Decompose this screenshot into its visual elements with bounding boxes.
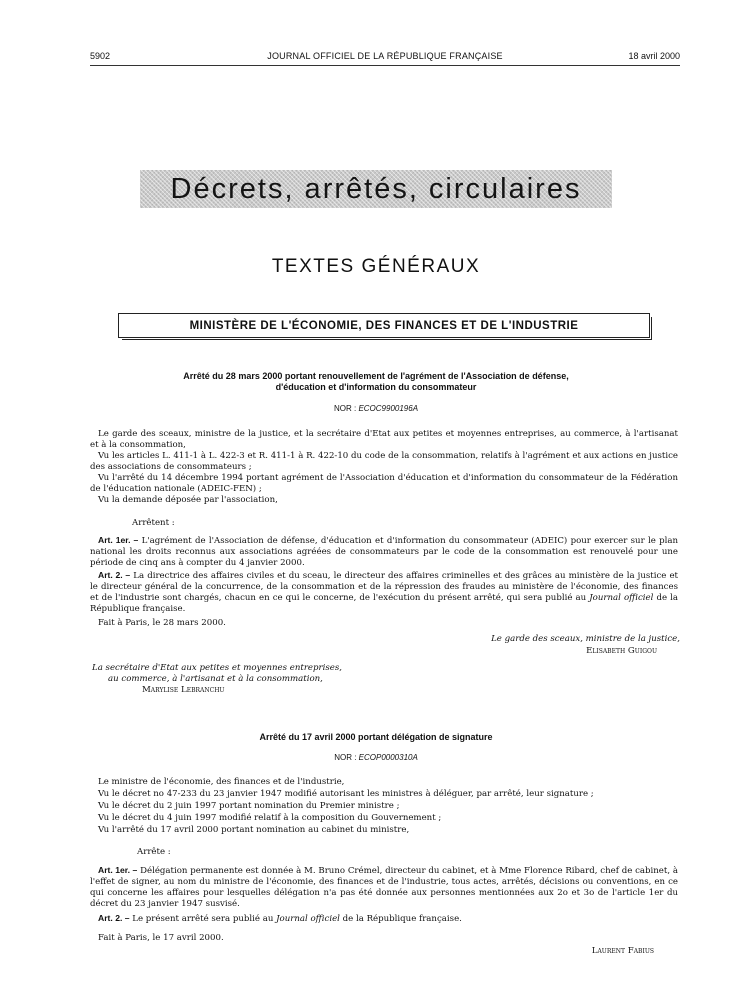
arrete2-nor [0, 753, 752, 762]
page-number: 5902 [90, 51, 111, 61]
arrete2-title: Arrêté du 17 avril 2000 portant délégation de signature [259, 732, 493, 742]
section-title: TEXTES GÉNÉRAUX [271, 256, 481, 277]
arretent: Arrêtent : [132, 518, 175, 528]
article-label: Art. 1er. – [98, 535, 139, 545]
article-label: Art. 2. – [98, 913, 130, 923]
journal-officiel-ref: Journal officiel [589, 593, 654, 603]
article-text: de la République française. [342, 914, 462, 924]
arrete1-title-line1: Arrêté du 28 mars 2000 portant renouvellement de l'agrément de l'Association de défense, [183, 371, 569, 381]
article-text: L'agrément de l'Association de défense, d'éducation et d'information du consommateur (ADEIC) pour exercer sur le plan national les droits reconnus aux associations agréées de consommateurs par le code de la consommation est renouvelé pour une période de cinq ans à compter du 4 janvier 2000. [90, 536, 679, 568]
header-rule [90, 65, 680, 66]
article-text: Le présent arrêté sera publié au [132, 914, 274, 924]
fait-a-paris: Fait à Paris, le 17 avril 2000. [98, 933, 224, 943]
article-2 [90, 570, 678, 615]
nor-label: NOR : [333, 404, 357, 413]
issue-date: 18 avril 2000 [628, 51, 680, 61]
visa-paragraph: Vu les articles L. 411-1 à L. 422-3 et R. 411-1 à R. 422-10 du code de la consommation, relatifs à l'agrément et aux actions en justice des associations de consommateurs ; [90, 451, 678, 472]
arrete1-title-line2: d'éducation et d'information du consommateur [275, 382, 477, 392]
ministry-box [118, 313, 650, 338]
visa-paragraph: Le garde des sceaux, ministre de la justice, et la secrétaire d'Etat aux petites et moyennes entreprises, au commerce, à l'artisanat et à la consommation, [90, 429, 678, 450]
nor-label: NOR : [334, 753, 357, 762]
banner-title: Décrets, arrêtés, circulaires [170, 172, 582, 205]
visa-line: Vu le décret du 4 juin 1997 modifié relatif à la composition du Gouvernement ; [98, 813, 442, 823]
article-2 [98, 913, 462, 925]
signer1-title: Le garde des sceaux, ministre de la justice, [491, 634, 680, 644]
article-1 [90, 865, 678, 910]
journal-title: JOURNAL OFFICIEL DE LA RÉPUBLIQUE FRANÇAISE [267, 51, 503, 61]
journal-officiel-ref: Journal officiel [276, 914, 340, 924]
nor-code: ECOC9900196A [358, 404, 419, 413]
visa-line: Vu l'arrêté du 17 avril 2000 portant nomination au cabinet du ministre, [98, 825, 410, 835]
article-text: La directrice des affaires civiles et du sceau, le directeur des affaires criminelles et des grâces au ministère de la justice et le directeur général de la concurrence, de la consommation et de la répression des fraudes au ministère de l'économie, des finances et de l'industrie sont chargés, chacun en ce qui le concerne, de l'exécution du présent arrêté, qui sera publié au [90, 571, 678, 603]
article-label: Art. 1er. – [98, 865, 138, 875]
visa-line: Vu le décret no 47-233 du 23 janvier 1947 modifié autorisant les ministres à déléguer, par arrêté, leur signature ; [98, 789, 594, 799]
article-1 [90, 535, 678, 569]
signer1-name: Elisabeth Guigou [586, 646, 657, 656]
article-text: Délégation permanente est donnée à M. Bruno Crémel, directeur du cabinet, et à Mme Florence Ribard, chef de cabinet, à l'effet de signer, au nom du ministre de l'économie, des finances et de l'industrie, tous actes, arrêtés, décisions ou conventions, en ce qui concerne les affaires pour lesquelles délégation n'a pas été donnée aux personnes mentionnées aux 2o et 3o de l'article 1er du décret du 23 janvier 1947 susvisé. [90, 866, 678, 909]
signer2-title-line1: La secrétaire d'Etat aux petites et moyennes entreprises, [92, 663, 343, 673]
nor-code: ECOP0000310A [358, 753, 418, 762]
banner [140, 170, 612, 208]
ministry-title: MINISTÈRE DE L'ÉCONOMIE, DES FINANCES ET DE L'INDUSTRIE [189, 319, 579, 332]
article-label: Art. 2. – [98, 570, 131, 580]
signer2-title-line2: au commerce, à l'artisanat et à la consommation, [108, 674, 323, 684]
article-text: de la République française. [90, 593, 678, 614]
visa-line: Vu le décret du 2 juin 1997 portant nomination du Premier ministre ; [98, 801, 400, 811]
visa-line: Le ministre de l'économie, des finances et de l'industrie, [98, 777, 345, 787]
arrete: Arrête : [137, 847, 171, 857]
signer-name: Laurent Fabius [591, 946, 654, 956]
visa-paragraph: Vu la demande déposée par l'association, [98, 495, 278, 505]
visa-paragraph: Vu l'arrêté du 14 décembre 1994 portant agrément de l'Association d'éducation et d'information du consommateur de la Fédération de l'éducation nationale (ADEIC-FEN) ; [90, 473, 678, 494]
fait-a-paris: Fait à Paris, le 28 mars 2000. [98, 618, 226, 628]
signer2-name: Marylise Lebranchu [142, 685, 225, 695]
arrete1-nor [0, 404, 752, 413]
